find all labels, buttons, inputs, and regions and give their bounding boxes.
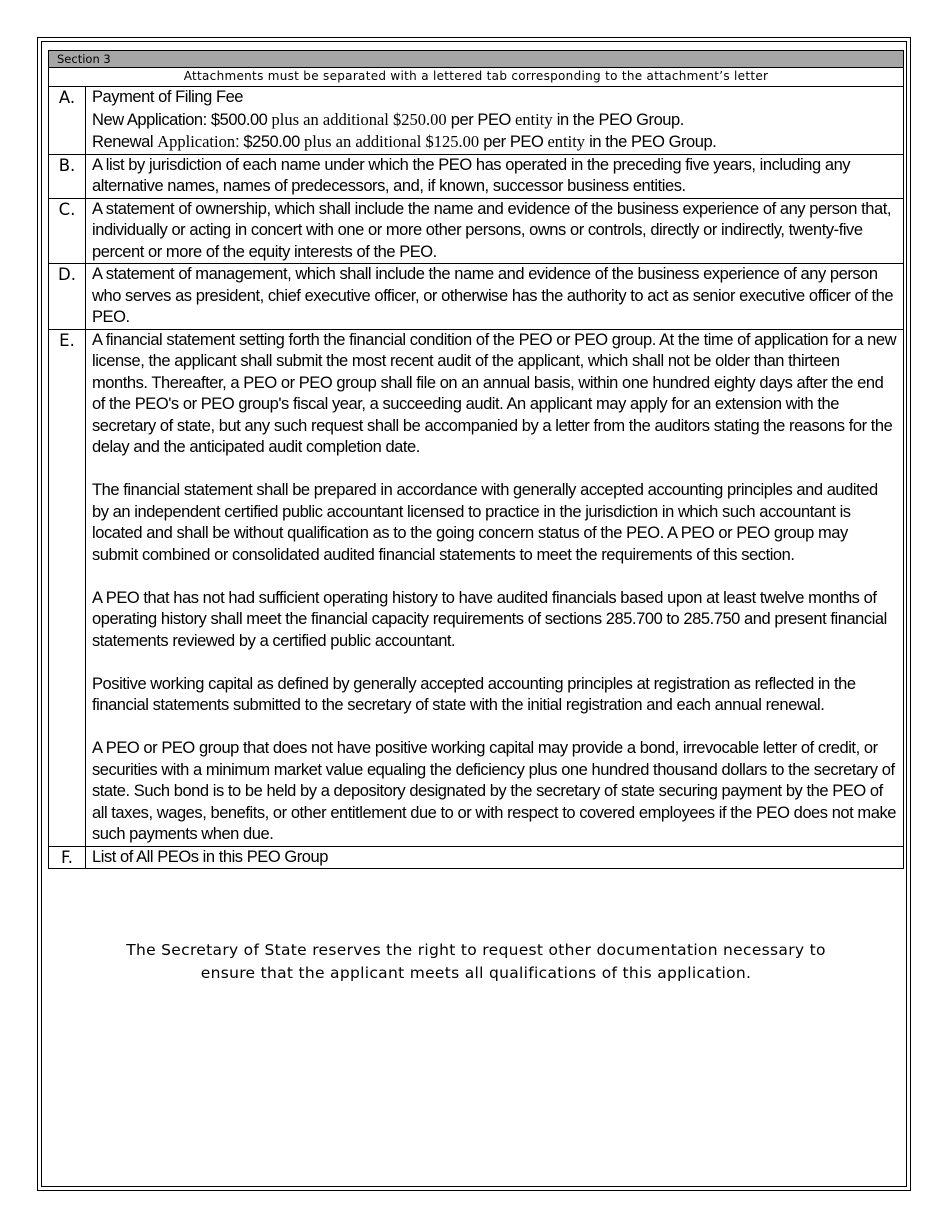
attachment-b-text: A list by jurisdiction of each name under which the PEO has operated in the preceding five years, including any alternative names, names of predecessors, and, if known, successor business entities. — [86, 154, 904, 198]
attachment-row-e — [49, 329, 904, 846]
footer-notice — [48, 939, 904, 985]
attachments-note: Attachments must be separated with a lettered tab corresponding to the attachment’s letter — [48, 67, 904, 87]
paragraph: A PEO or PEO group that does not have positive working capital may provide a bond, irrevocable letter of credit, or securities with a minimum market value equaling the deficiency plus one hundred thousand dollars to the secretary of state. Such bond is to be held by a depository designated by the secretary of state securing payment by the PEO of all taxes, wages, benefits, or other entitlement due to or with respect to covered employees if the PEO does not make such payments when due. — [92, 739, 896, 843]
section-header — [48, 50, 904, 68]
attachment-c-text: A statement of ownership, which shall include the name and evidence of the business experience of any person that, individually or acting in concert with one or more other persons, owns or controls, directly or indirectly, twenty-five percent or more of the equity interests of the PEO. — [86, 198, 904, 264]
attachment-letter: C. — [49, 198, 86, 264]
renewal-application-fee: Renewal Application: $250.00 plus an additional $125.00 per PEO entity in the PEO Group. — [92, 132, 717, 151]
paragraph: Positive working capital as defined by generally accepted accounting principles at registration as reflected in the financial statements submitted to the secretary of state with the initial registration and each annual renewal. — [92, 674, 856, 714]
attachment-letter: D. — [49, 264, 86, 330]
attachment-letter: F. — [49, 846, 86, 869]
attachment-e-content — [86, 329, 904, 846]
attachment-row-b — [49, 154, 904, 198]
footer-line: ensure that the applicant meets all qualifications of this application. — [200, 964, 752, 982]
paragraph: A PEO that has not had sufficient operating history to have audited financials based upon at least twelve months of operating history shall meet the financial capacity requirements of sections 285.700 to 285.750 and present financial statements reviewed by a certified public accountant. — [92, 588, 887, 650]
filing-fee-title: Payment of Filing Fee — [92, 88, 244, 106]
section-title: Section 3 — [57, 52, 111, 66]
attachment-letter: A. — [49, 87, 86, 155]
attachment-d-text: A statement of management, which shall include the name and evidence of the business experience of any person who serves as president, chief executive officer, or otherwise has the authority to act as senior executive officer of the PEO. — [86, 264, 904, 330]
attachment-f-text: List of All PEOs in this PEO Group — [86, 846, 904, 869]
attachment-a-content — [86, 87, 904, 155]
paragraph: A financial statement setting forth the financial condition of the PEO or PEO group. At the time of application for a new license, the applicant shall submit the most recent audit of the applicant, which shall not be older than thirteen months. Thereafter, a PEO or PEO group shall file on an annual basis, within one hundred eighty days after the end of the PEO's or PEO group's fiscal year, a succeeding audit. An applicant may apply for an extension with the secretary of state, but any such request shall be accompanied by a letter from the auditors stating the reasons for the delay and the anticipated audit completion date. — [92, 330, 897, 456]
attachment-row-a — [49, 87, 904, 155]
attachment-row-d — [49, 264, 904, 330]
attachment-letter: B. — [49, 154, 86, 198]
new-application-fee: New Application: $500.00 plus an additional $250.00 per PEO entity in the PEO Group. — [92, 109, 684, 129]
footer-line: The Secretary of State reserves the right to request other documentation necessary to — [126, 941, 826, 959]
attachments-table — [48, 86, 904, 869]
attachment-letter: E. — [49, 329, 86, 846]
attachment-row-f — [49, 846, 904, 869]
attachment-row-c — [49, 198, 904, 264]
paragraph: The financial statement shall be prepared in accordance with generally accepted accounting principles and audited by an independent certified public accountant licensed to practice in the jurisdiction in which such accountant is located and shall be without qualification as to the going concern status of the PEO. A PEO or PEO group may submit combined or consolidated audited financial statements to meet the requirements of this section. — [92, 481, 878, 564]
